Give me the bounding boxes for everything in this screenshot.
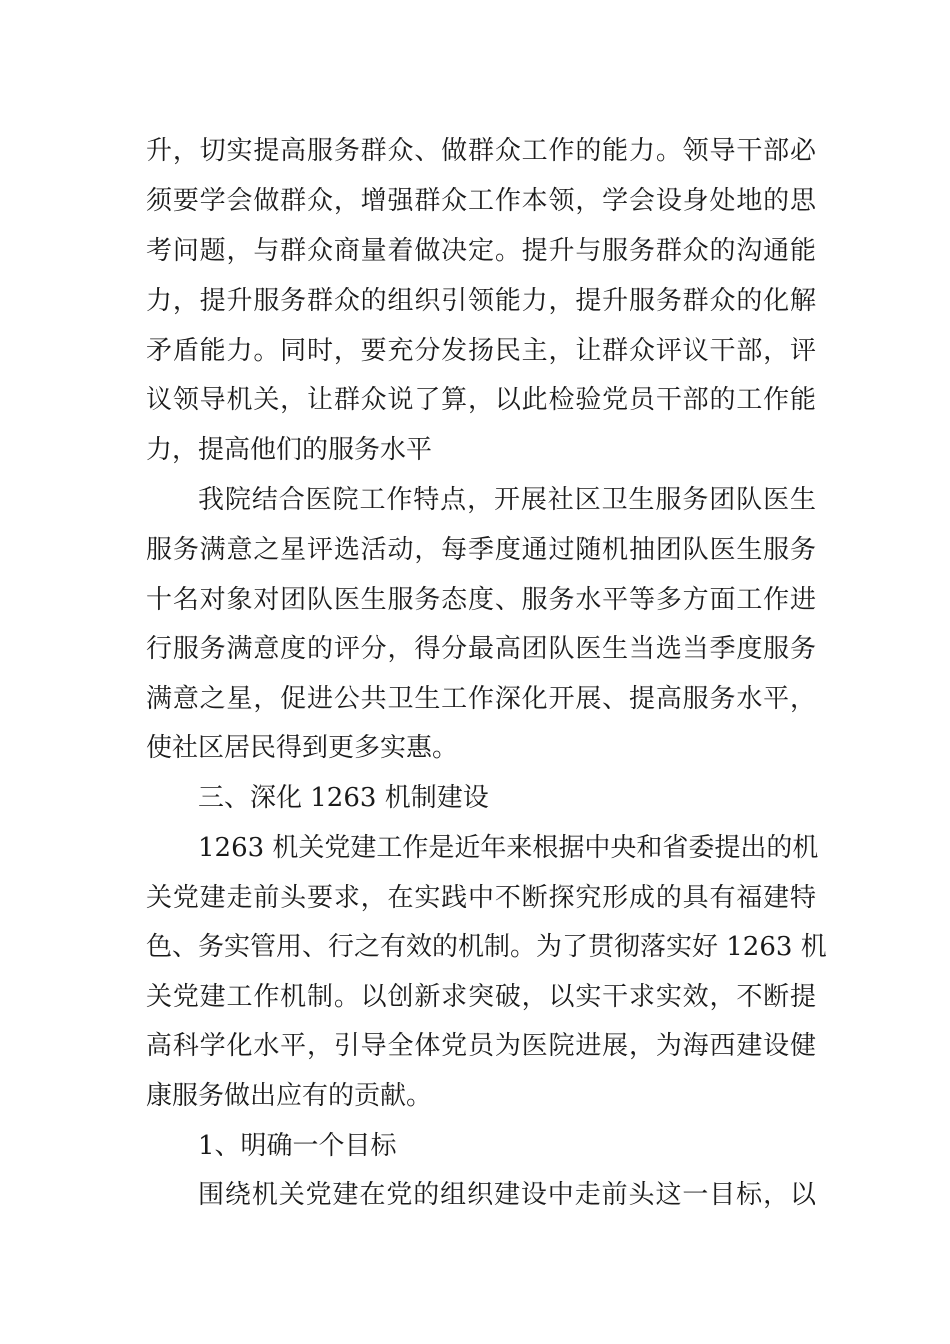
- text-line: 矛盾能力。同时，要充分发扬民主，让群众评议干部，评: [146, 336, 816, 366]
- text-line: 考问题，与群众商量着做决定。提升与服务群众的沟通能: [146, 236, 816, 266]
- text-line: 议领导机关，让群众说了算，以此检验党员干部的工作能: [146, 385, 816, 415]
- text-line: 服务满意之星评选活动，每季度通过随机抽团队医生服务: [146, 535, 816, 565]
- text-line: 升，切实提高服务群众、做群众工作的能力。领导干部必: [146, 136, 816, 166]
- text-line: 色、务实管用、行之有效的机制。为了贯彻落实好 1263 机: [146, 932, 827, 962]
- paragraph-first-line: 1263 机关党建工作是近年来根据中央和省委提出的机: [198, 833, 819, 863]
- text-line: 康服务做出应有的贡献。: [146, 1081, 433, 1111]
- text-line: 行服务满意度的评分，得分最高团队医生当选当季度服务: [146, 634, 816, 664]
- subsection-heading: 1、明确一个目标: [198, 1131, 397, 1161]
- text-line: 力，提高他们的服务水平: [146, 435, 433, 465]
- text-line: 满意之星，促进公共卫生工作深化开展、提高服务水平，: [146, 684, 816, 714]
- text-line: 力，提升服务群众的组织引领能力，提升服务群众的化解: [146, 286, 816, 316]
- text-line: 高科学化水平，引导全体党员为医院进展，为海西建设健: [146, 1031, 816, 1061]
- paragraph-first-line: 围绕机关党建在党的组织建设中走前头这一目标，以: [198, 1180, 816, 1210]
- text-line: 关党建走前头要求，在实践中不断探究形成的具有福建特: [146, 883, 816, 913]
- text-line: 使社区居民得到更多实惠。: [146, 733, 459, 763]
- section-heading: 三、深化 1263 机制建设: [198, 783, 489, 813]
- paragraph-first-line: 我院结合医院工作特点，开展社区卫生服务团队医生: [198, 485, 816, 515]
- text-line: 须要学会做群众，增强群众工作本领，学会设身处地的思: [146, 186, 816, 216]
- text-line: 十名对象对团队医生服务态度、服务水平等多方面工作进: [146, 585, 816, 615]
- text-line: 关党建工作机制。以创新求突破，以实干求实效，不断提: [146, 982, 816, 1012]
